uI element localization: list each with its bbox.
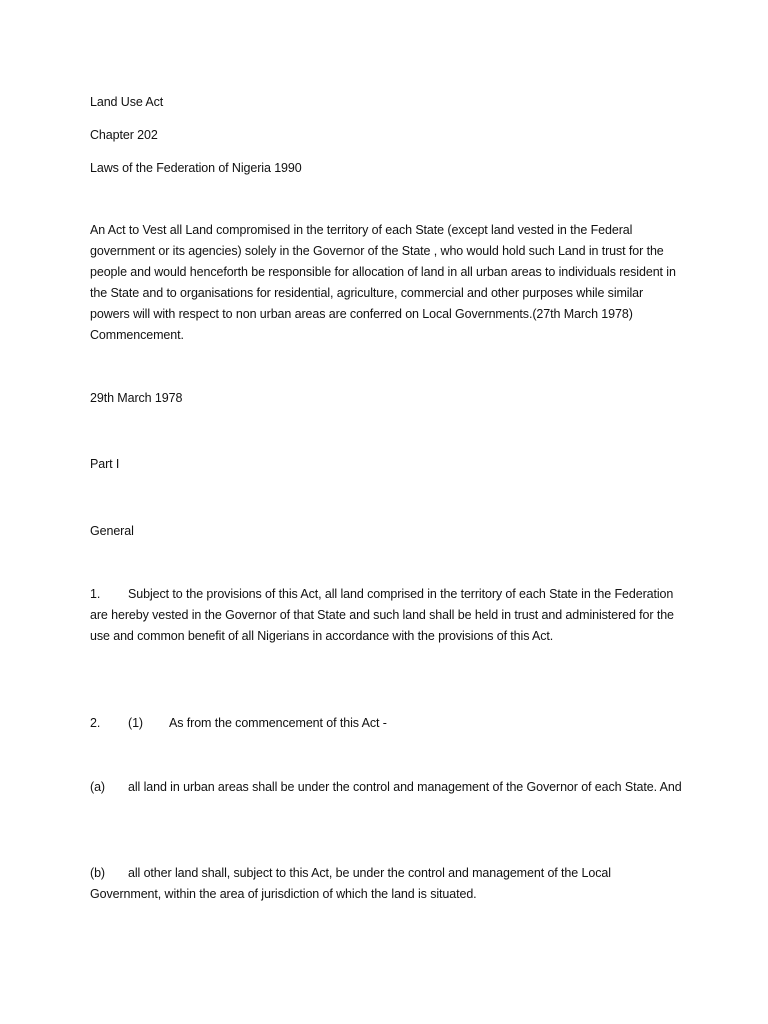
- commencement-date: 29th March 1978: [90, 391, 183, 405]
- section-text: Subject to the provisions of this Act, all land comprised in the territory of each State in the Federation are hereby vested in the Governor of that State and such land shall be held in trust and administered for the use and common benefit of all Nigerians in accordance with the provisions of this Act.: [90, 587, 674, 643]
- section-1: [90, 584, 682, 647]
- section-2-a: [90, 777, 682, 798]
- section-text: As from the commencement of this Act -: [169, 716, 387, 730]
- chapter-label: Chapter 202: [90, 128, 158, 142]
- section-number: 1.: [90, 587, 101, 601]
- paragraph-label: (b): [90, 866, 105, 880]
- section-number: 2.: [90, 716, 101, 730]
- laws-reference: Laws of the Federation of Nigeria 1990: [90, 161, 302, 175]
- paragraph-text: all land in urban areas shall be under the control and management of the Governor of each State. And: [128, 780, 682, 794]
- section-2-b: [90, 863, 650, 905]
- paragraph-text: all other land shall, subject to this Act, be under the control and management of the Local Government, within the area of jurisdiction of which the land is situated.: [90, 866, 611, 901]
- subsection-number: (1): [128, 716, 143, 730]
- section-2-1: [90, 713, 690, 734]
- part-label: Part I: [90, 457, 120, 471]
- act-title: Land Use Act: [90, 95, 164, 109]
- preamble-paragraph: An Act to Vest all Land compromised in the territory of each State (except land vested in the Federal government or its agencies) solely in the Governor of the State , who would hold such Land in trust for the people and would henceforth be responsible for allocation of land in all urban areas to individuals resident in the State and to organisations for residential, agriculture, commercial and other purposes while similar powers will with respect to non urban areas are conferred on Local Governments.(27th March 1978) Commencement.: [90, 223, 676, 342]
- part-heading: General: [90, 524, 134, 538]
- paragraph-label: (a): [90, 780, 105, 794]
